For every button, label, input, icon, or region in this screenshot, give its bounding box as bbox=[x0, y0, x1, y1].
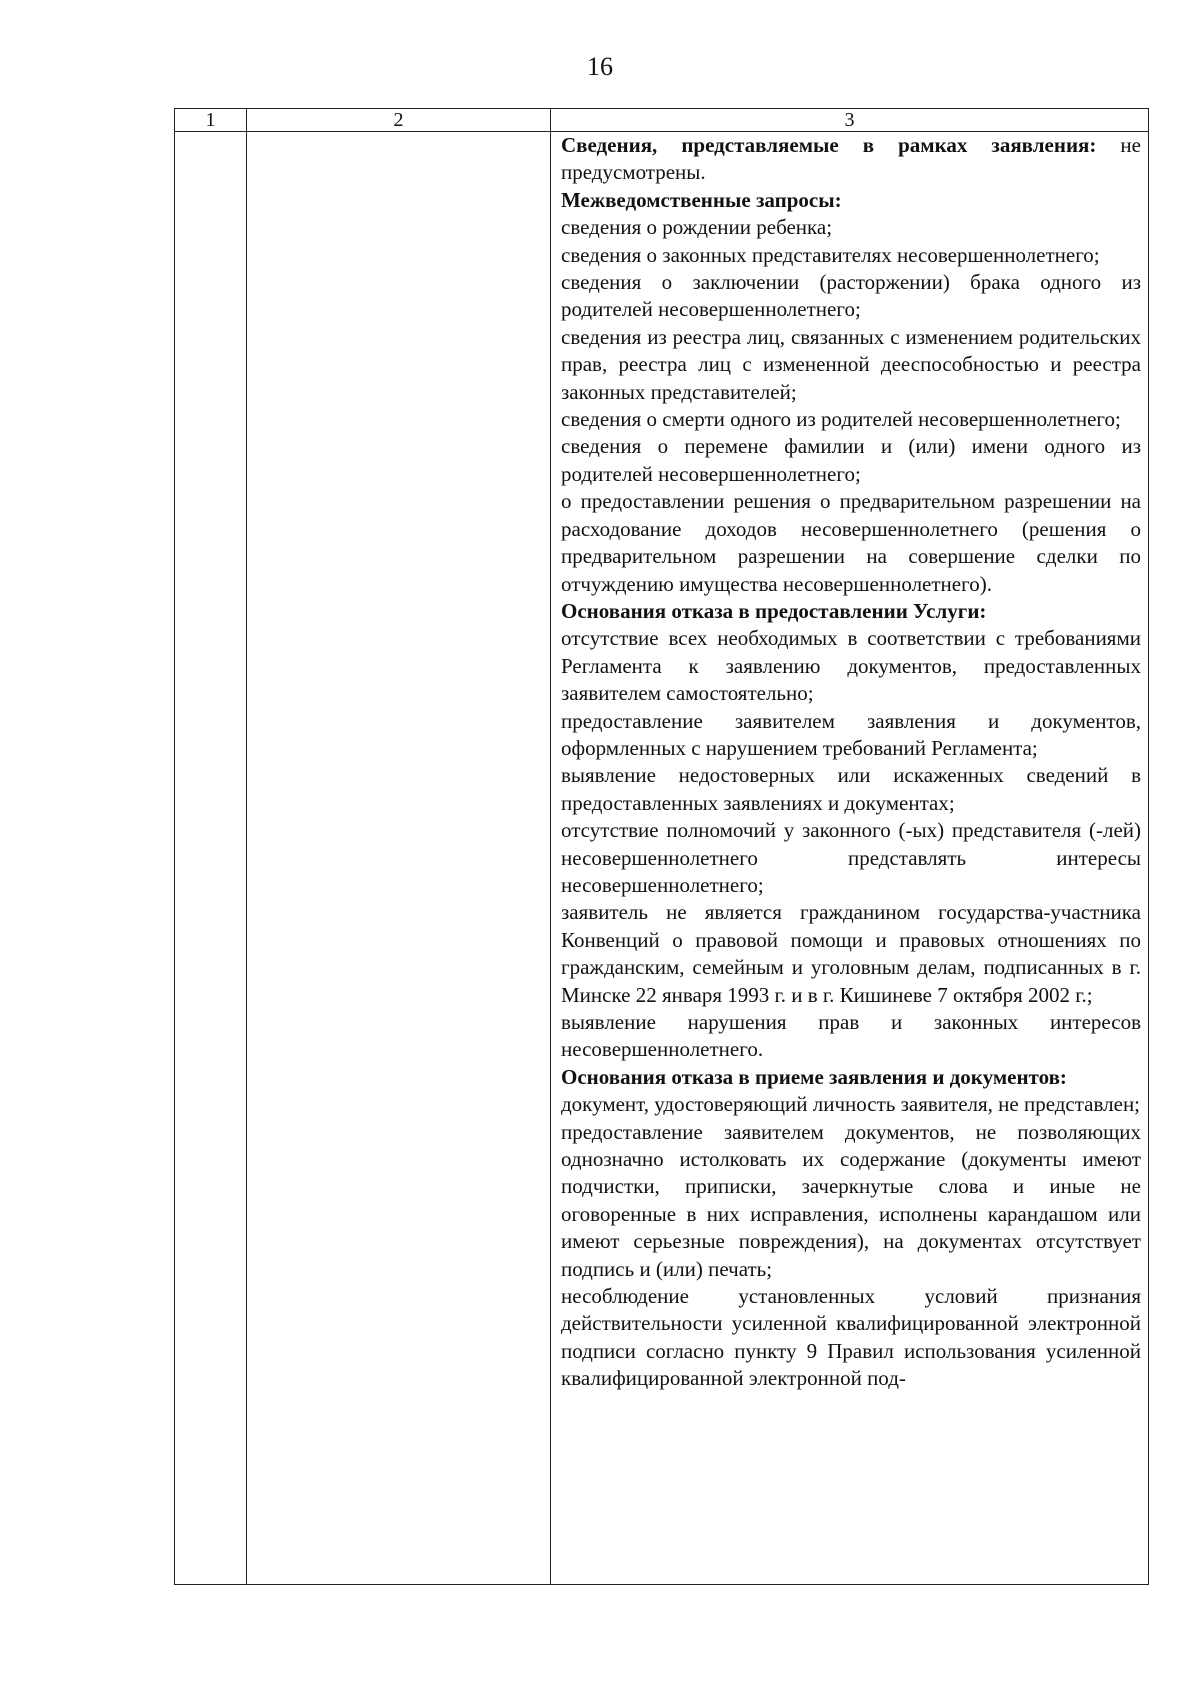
column-header-2: 2 bbox=[247, 109, 551, 132]
cell-column-3 bbox=[551, 132, 1149, 1585]
column-header-1: 1 bbox=[175, 109, 247, 132]
heading-info-provided: Сведения, представляемые в рамках заявления: bbox=[561, 133, 1097, 157]
cell-column-2 bbox=[247, 132, 551, 1585]
list-item: сведения о смерти одного из родителей несовершеннолетнего; bbox=[561, 407, 1121, 432]
list-item: выявление нарушения прав и законных интересов несовершеннолетнего. bbox=[561, 1010, 1141, 1062]
list-item: выявление недостоверных или искаженных сведений в предоставленных заявлениях и документах; bbox=[561, 763, 1141, 815]
page-number: 16 bbox=[587, 52, 613, 81]
list-item: сведения о рождении ребенка; bbox=[561, 215, 833, 240]
document-table bbox=[174, 108, 1149, 1585]
list-item: предоставление заявителем заявления и документов, оформленных с нарушением требований Регламента; bbox=[561, 708, 1141, 760]
heading-refusal-service: Основания отказа в предоставлении Услуги: bbox=[561, 598, 987, 623]
table-header-row bbox=[175, 109, 1149, 132]
table-row bbox=[175, 132, 1149, 1585]
text-info-provided: не предусмотрены. bbox=[561, 133, 1141, 185]
cell-column-1 bbox=[175, 132, 247, 1585]
paragraph-info-provided bbox=[561, 132, 1141, 187]
list-item: сведения о перемене фамилии и (или) имени одного из родителей несовершеннолетнего; bbox=[561, 434, 1141, 486]
list-item: сведения о заключении (расторжении) брака одного из родителей несовершеннолетнего; bbox=[561, 270, 1141, 322]
heading-refusal-acceptance: Основания отказа в приеме заявления и документов: bbox=[561, 1064, 1067, 1089]
list-item: сведения о законных представителях несовершеннолетнего; bbox=[561, 242, 1100, 267]
list-item: предоставление заявителем документов, не позволяющих однозначно истолковать их содержание (документы имеют подчистки, приписки, зачеркнутые слова и иные не оговоренные в них исправления, исполнены карандашом или имеют серьезные повреждения), на документах отсутствует подпись и (или) печать; bbox=[561, 1119, 1141, 1281]
list-item: заявитель не является гражданином государства-участника Конвенций о правовой помощи и правовых отношениях по гражданским, семейным и уголовным делам, подписанных в г. Минске 22 января 1993 г. и в г. Кишиневе 7 октября 2002 г.; bbox=[561, 900, 1141, 1007]
list-item: отсутствие всех необходимых в соответствии с требованиями Регламента к заявлению документов, предоставленных заявителем самостоятельно; bbox=[561, 626, 1141, 706]
heading-interagency-requests: Межведомственные запросы: bbox=[561, 187, 842, 212]
list-item: сведения из реестра лиц, связанных с изменением родительских прав, реестра лиц с измененной дееспособностью и реестра законных представителей; bbox=[561, 324, 1141, 404]
list-item: несоблюдение установленных условий признания действительности усиленной квалифицированной электронной подписи согласно пункту 9 Правил использования усиленной квалифицированной электронной под- bbox=[561, 1284, 1141, 1391]
cell-content bbox=[551, 132, 1148, 1393]
list-item: о предоставлении решения о предварительном разрешении на расходование доходов несовершеннолетнего (решения о предварительном разрешении на совершение сделки по отчуждению имущества несовершеннолетнего). bbox=[561, 489, 1141, 596]
column-header-3: 3 bbox=[551, 109, 1149, 132]
list-item: отсутствие полномочий у законного (-ых) представителя (-лей) несовершеннолетнего представлять интересы несовершеннолетнего; bbox=[561, 818, 1141, 897]
list-item: документ, удостоверяющий личность заявителя, не представлен; bbox=[561, 1092, 1141, 1117]
